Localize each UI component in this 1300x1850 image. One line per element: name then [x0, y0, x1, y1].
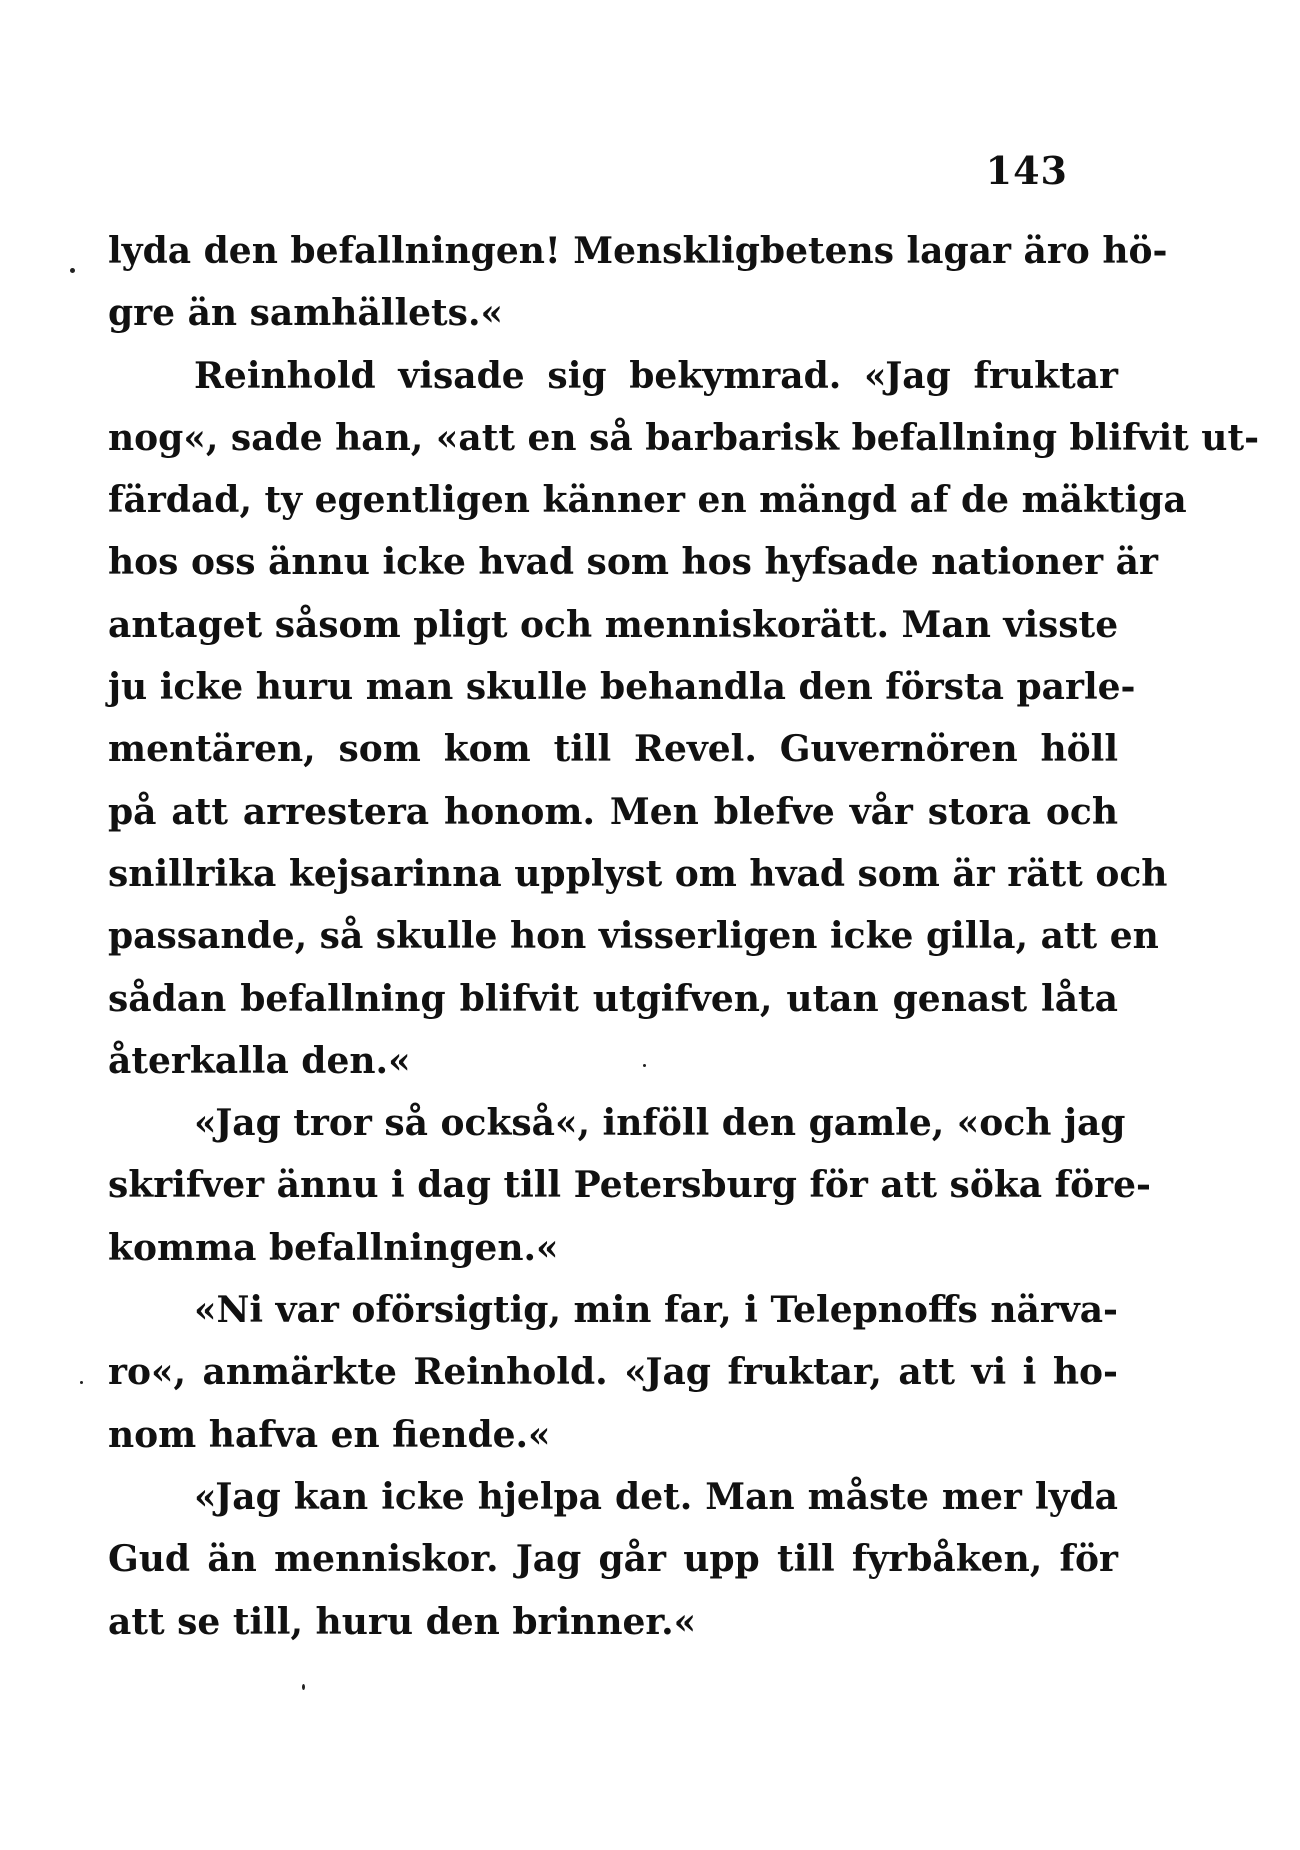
text-line: sådan befallning blifvit utgifven, utan genast låta	[108, 977, 1118, 1020]
text-line: färdad, ty egentligen känner en mängd af de mäktiga	[108, 479, 1187, 522]
text-line: snillrika kejsarinna upplyst om hvad som är rätt och	[108, 852, 1168, 895]
text-line: gre än samhällets.«	[108, 292, 503, 335]
ink-speck	[70, 268, 75, 273]
text-line: «Jag kan icke hjelpa det. Man måste mer lyda	[194, 1475, 1118, 1518]
ink-speck	[80, 1381, 83, 1384]
body-text	[108, 220, 1260, 1653]
text-line: komma befallningen.«	[108, 1226, 559, 1269]
text-line: på att arrestera honom. Men blefve vår stora och	[108, 790, 1118, 833]
text-line: nom hafva en fiende.«	[108, 1413, 551, 1456]
text-line: antaget såsom pligt och menniskorätt. Man visste	[108, 603, 1119, 646]
text-line: Reinhold visade sig bekymrad. «Jag fruktar	[194, 354, 1118, 397]
text-line: ju icke huru man skulle behandla den första parle-	[108, 666, 1136, 709]
text-line: att se till, huru den brinner.«	[108, 1600, 697, 1643]
ink-speck	[643, 1064, 646, 1067]
text-line: nog«, sade han, «att en så barbarisk befallning blifvit ut-	[108, 416, 1260, 459]
text-line: «Jag tror så också«, inföll den gamle, «och jag	[194, 1102, 1126, 1145]
text-line: skrifver ännu i dag till Petersburg för att söka före-	[108, 1164, 1151, 1207]
text-line: Gud än menniskor. Jag går upp till fyrbåken, för	[108, 1538, 1118, 1581]
text-line: hos oss ännu icke hvad som hos hyfsade nationer är	[108, 541, 1158, 584]
text-line: lyda den befallningen! Menskligbetens lagar äro hö-	[108, 230, 1168, 272]
text-line: ro«, anmärkte Reinhold. «Jag fruktar, att vi i ho-	[108, 1351, 1118, 1394]
text-line: passande, så skulle hon visserligen icke gilla, att en	[108, 915, 1159, 958]
text-line: «Ni var oförsigtig, min far, i Telepnoffs närva-	[194, 1289, 1118, 1332]
text-line: återkalla den.«	[108, 1039, 411, 1082]
page-number: 143	[985, 148, 1068, 193]
ink-speck	[302, 1684, 305, 1690]
text-line: mentären, som kom till Revel. Guvernören höll	[108, 728, 1118, 771]
